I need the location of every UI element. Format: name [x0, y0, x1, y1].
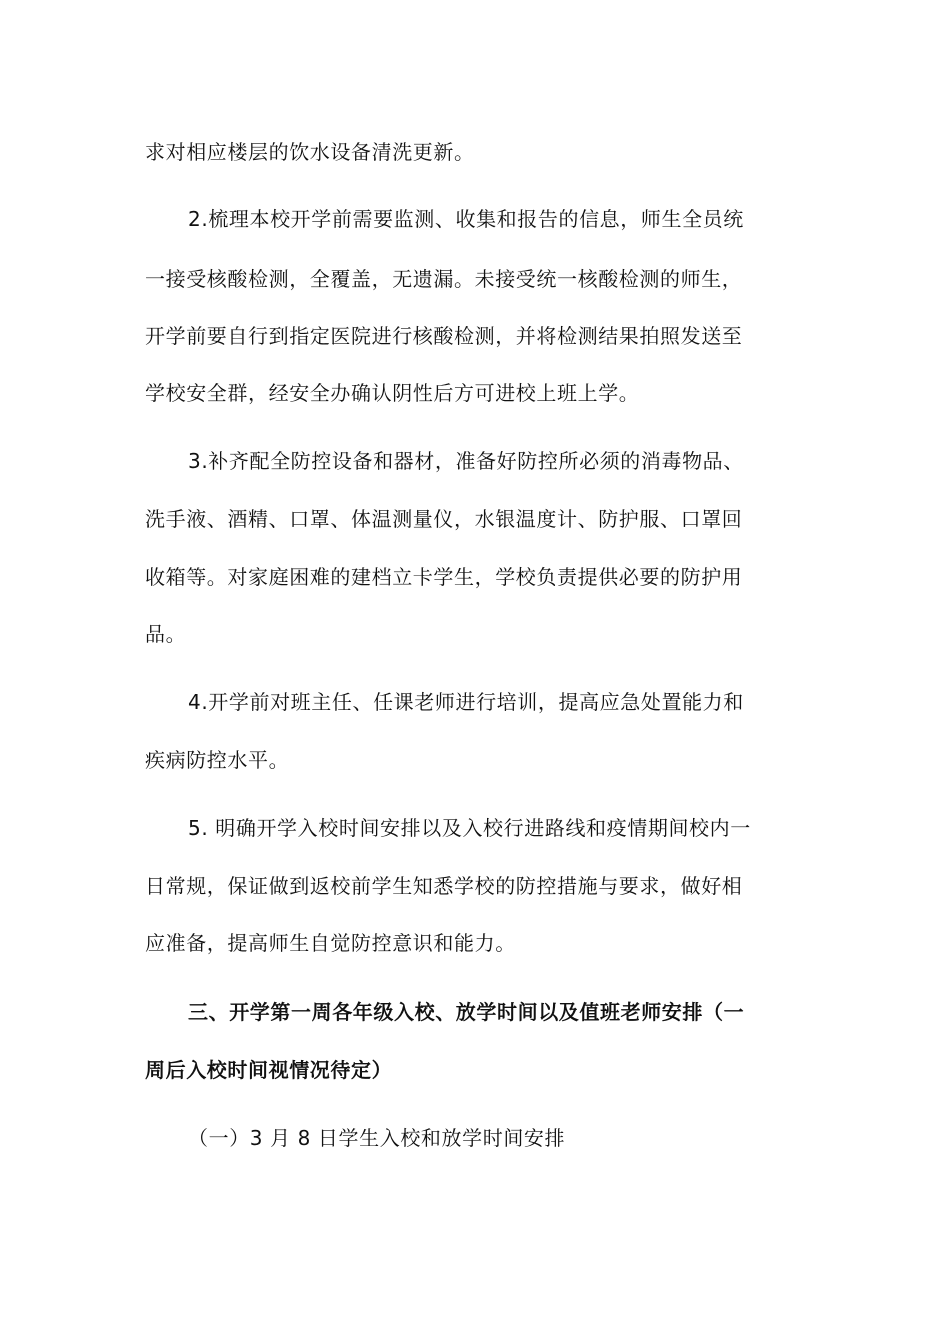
- paragraph-line: 4.开学前对班主任、任课老师进行培训，提高应急处置能力和: [188, 690, 744, 714]
- paragraph-line: 日常规，保证做到返校前学生知悉学校的防控措施与要求，做好相: [145, 874, 743, 898]
- paragraph-line: 一接受核酸检测，全覆盖，无遗漏。未接受统一核酸检测的师生，: [145, 267, 743, 291]
- paragraph-line: 求对相应楼层的饮水设备清洗更新。: [145, 140, 475, 164]
- paragraph-line: 学校安全群，经安全办确认阴性后方可进校上班上学。: [145, 381, 640, 405]
- paragraph-line: 开学前要自行到指定医院进行核酸检测，并将检测结果拍照发送至: [145, 324, 743, 348]
- paragraph-line: 应准备，提高师生自觉防控意识和能力。: [145, 931, 516, 955]
- paragraph-line: 5. 明确开学入校时间安排以及入校行进路线和疫情期间校内一: [188, 816, 751, 840]
- paragraph-line: 2.梳理本校开学前需要监测、收集和报告的信息，师生全员统: [188, 207, 744, 231]
- paragraph-line: 3.补齐配全防控设备和器材，准备好防控所必须的消毒物品、: [188, 449, 744, 473]
- paragraph-line: 洗手液、酒精、口罩、体温测量仪，水银温度计、防护服、口罩回: [145, 507, 743, 531]
- section-heading-line: 三、开学第一周各年级入校、放学时间以及值班老师安排（一: [188, 1000, 745, 1024]
- paragraph-line: 收箱等。对家庭困难的建档立卡学生，学校负责提供必要的防护用: [145, 565, 743, 589]
- paragraph-line: 品。: [145, 622, 187, 646]
- paragraph-line: 疾病防控水平。: [145, 748, 290, 772]
- subsection-heading: （一）3 月 8 日学生入校和放学时间安排: [188, 1126, 566, 1150]
- section-heading-line: 周后入校时间视情况待定）: [145, 1058, 393, 1082]
